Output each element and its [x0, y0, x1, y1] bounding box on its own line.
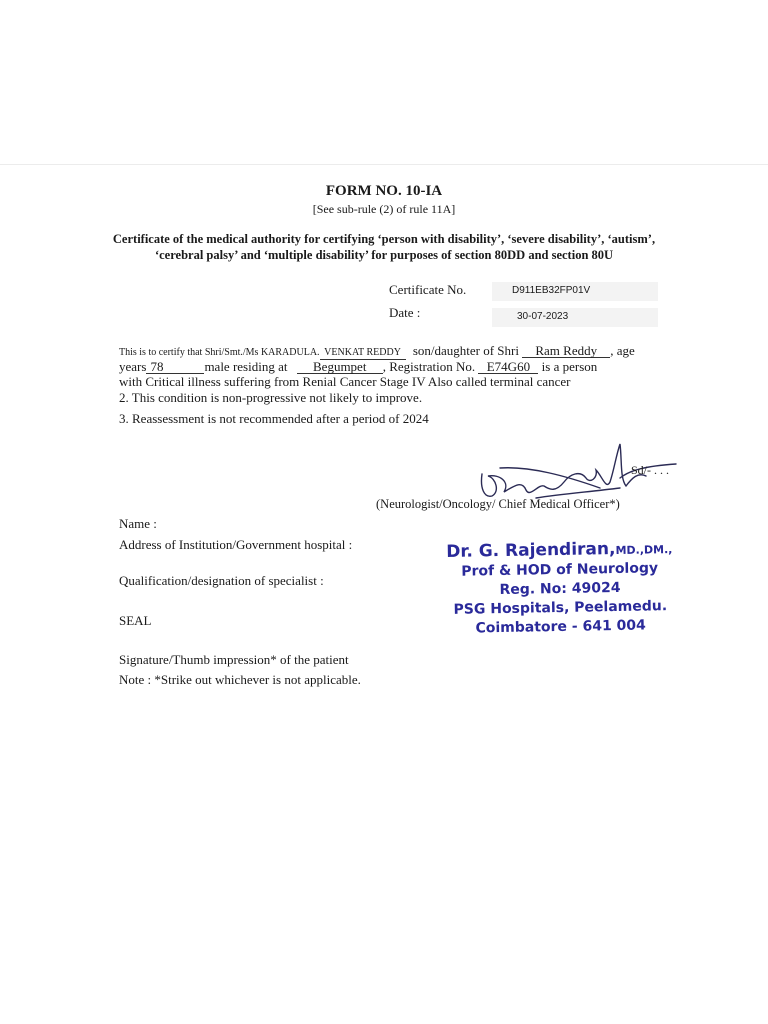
stamp-city: Coimbatore - 641 004 [475, 617, 646, 637]
certificate-no-label: Certificate No. [389, 282, 467, 297]
years-label: years [119, 359, 147, 374]
certify-line-1 [119, 343, 635, 360]
father-name: Ram Reddy [522, 345, 610, 358]
age-text: , age [610, 343, 635, 358]
reassessment-line: 3. Reassessment is not recommended after a period of 2024 [119, 411, 429, 426]
note-label: Note : *Strike out whichever is not applicable. [119, 672, 361, 687]
registration-value: E74G60 [478, 361, 538, 374]
qualification-label: Qualification/designation of specialist : [119, 573, 324, 588]
sd-mark: Sd/- . . . [631, 463, 670, 477]
condition-line: 2. This condition is non-progressive not likely to improve. [119, 390, 423, 405]
top-divider [0, 164, 768, 165]
certify-prefix: This is to certify that Shri/Smt./Ms KARADULA. [119, 347, 320, 358]
stamp-name: Dr. G. Rajendiran, [446, 539, 616, 562]
stamp-reg-no: Reg. No: 49024 [499, 579, 621, 599]
form-title: FORM NO. 10-IA [325, 183, 443, 199]
thumb-impression-label: Signature/Thumb impression* of the patient [119, 652, 349, 667]
age-value: 78 [146, 361, 204, 374]
form-subrule: [See sub-rule (2) of rule 11A] [312, 202, 456, 216]
certificate-heading: Certificate of the medical authority for certifying ‘person with disability’, ‘severe disability’, ‘autism’, ‘cerebral palsy’ and ‘multiple disability’ for purposes of section 80DD and section 80U [112, 232, 656, 262]
seal-label: SEAL [119, 613, 152, 628]
patient-name: VENKAT REDDY [320, 347, 406, 360]
certificate-no-field: D911EB32FP01V [492, 282, 658, 301]
address-label: Address of Institution/Government hospital : [119, 537, 353, 552]
diagnosis-line: with Critical illness suffering from Renial Cancer Stage IV Also called terminal cancer [119, 374, 571, 389]
date-field: 30-07-2023 [492, 308, 658, 327]
stamp-degrees: MD.,DM., [615, 543, 673, 558]
residence-value: Begumpet [297, 361, 383, 374]
certify-line-2 [119, 359, 597, 375]
name-label: Name : [119, 516, 157, 531]
officer-designation: (Neurologist/Oncology/ Chief Medical Officer*) [376, 497, 620, 511]
registration-label: , Registration No. [382, 359, 476, 374]
stamp-hospital: PSG Hospitals, Peelamedu. [453, 598, 668, 618]
son-daughter-text: son/daughter of Shri [412, 343, 519, 358]
stamp-designation: Prof & HOD of Neurology [461, 560, 659, 580]
doctor-stamp [439, 538, 681, 639]
is-a-person-text: is a person [541, 359, 598, 374]
date-label: Date : [389, 305, 421, 320]
sex-residing-text: male residing at [204, 359, 288, 374]
